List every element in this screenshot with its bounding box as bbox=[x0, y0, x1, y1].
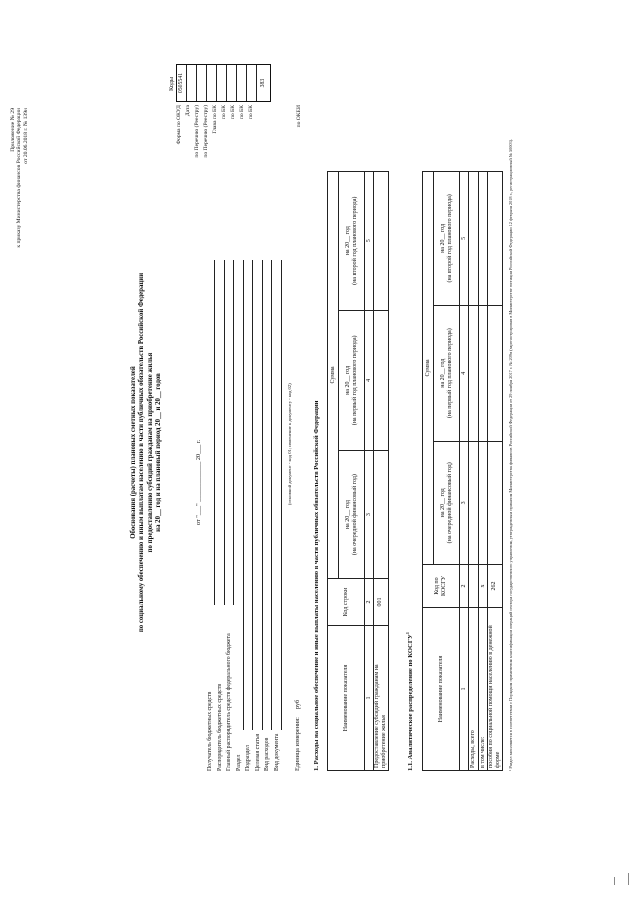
date-line: от "___" _____________ 20___ г. bbox=[195, 439, 202, 525]
fill-in-line bbox=[233, 260, 234, 605]
code-cell bbox=[237, 65, 247, 101]
t1-header-y2: на 20__ год (на первый год планового периода) bbox=[339, 310, 365, 451]
fill-in-line bbox=[214, 260, 215, 605]
t2-header-code: Код по КОСГУ bbox=[423, 565, 460, 608]
code-label: по БК bbox=[230, 105, 236, 120]
fill-in-line bbox=[224, 260, 225, 605]
code-label: Дата bbox=[185, 105, 191, 117]
table-row: в том числе: x bbox=[479, 172, 488, 771]
t1-header-y1: на 20__ год (на очередной финансовый год) bbox=[339, 451, 365, 579]
fill-in-line bbox=[271, 260, 272, 730]
t1-header-name: Наименование показателя bbox=[328, 626, 365, 771]
table-2 bbox=[422, 171, 503, 771]
table-1 bbox=[327, 171, 389, 771]
requisite-label: Целевая статья bbox=[254, 733, 261, 771]
code-label: по Перечню (Реестру) bbox=[194, 105, 200, 158]
code-cell bbox=[217, 65, 227, 101]
t1-header-sum: Сумма bbox=[328, 172, 339, 579]
scan-artifact bbox=[614, 877, 615, 885]
code-cell bbox=[207, 65, 217, 101]
t2-header-y1: на 20__ год (на очередной финансовый год) bbox=[434, 441, 460, 564]
code-cell bbox=[187, 65, 197, 101]
code-cell bbox=[247, 65, 257, 101]
t1-header-y3: на 20__ год (на второй год планового периода) bbox=[339, 172, 365, 311]
codes-table bbox=[176, 64, 271, 102]
appendix-order: к приказу Министерства финансов Российской Федерации bbox=[16, 108, 23, 248]
t2-number-row: 1 2 3 4 5 bbox=[460, 172, 469, 771]
unit-label: Единица измерения: bbox=[294, 717, 301, 771]
requisite-label: Подраздел bbox=[245, 745, 251, 771]
section-1-title: 1. Расходы на социальное обеспечение и иные выплаты населению в части публичных обязательств Российской Федерации bbox=[313, 400, 320, 771]
codes-header: Коды bbox=[168, 76, 175, 92]
requisite-label: Распорядитель бюджетных средств bbox=[216, 683, 223, 771]
code-label: по ОКЕИ bbox=[296, 105, 302, 128]
t2-header-name: Наименование показателя bbox=[423, 608, 460, 771]
unit-value: руб bbox=[294, 699, 301, 709]
appendix-number: Приложение № 29 bbox=[10, 108, 16, 152]
code-cell bbox=[227, 65, 237, 101]
requisite-label: Главный распорядитель средств федерального бюджета bbox=[226, 633, 232, 771]
code-label: по БК bbox=[221, 105, 227, 120]
requisite-label: Получатель бюджетных средств bbox=[207, 691, 213, 771]
appendix-block bbox=[10, 108, 29, 248]
code-cell: 0505541 bbox=[177, 65, 187, 101]
fill-in-line bbox=[281, 260, 282, 730]
code-label: по БК bbox=[239, 105, 245, 120]
fill-in-line bbox=[262, 260, 263, 730]
footnote: ¹ Раздел заполняется в соответствии с Порядком применения классификации операций сектора государственного управления, утвержденным приказом Министерства финансов Российской Федерации от 29 ноября 2017 г. № 209н (зарегистрирован в Министерстве юстиции Российской Федерации 12 февраля 2018 г., регистрационный № 50003). bbox=[508, 138, 513, 771]
document-title: Обоснования (расчеты) плановых сметных показателей по социальному обеспечению и иным выплатам населению в части публичных обязательств Российской Федерации по предоставлению субсидий гражданам на приобретение жилья на 20__ год и на плановый период 20__ и 20__ годов bbox=[130, 272, 163, 633]
table-row: пособия по социальной помощи населению в денежной форме 262 bbox=[488, 172, 503, 771]
table-row: Предоставление субсидий гражданам на приобретение жилья 001 bbox=[374, 172, 389, 771]
t1-header-code: Код строки bbox=[328, 579, 365, 626]
requisite-label: Раздел bbox=[235, 754, 242, 771]
section-1-1-title: 1.1. Аналитическое распределение по КОСГУ$^1$ bbox=[405, 632, 415, 771]
fill-in-line bbox=[243, 260, 244, 730]
fill-in-line bbox=[252, 260, 253, 730]
scan-artifact bbox=[628, 873, 629, 885]
doc-type-hint: (основной документ - код 01; изменение к документу - код 02) bbox=[287, 383, 292, 505]
t1-number-row: 1 2 3 4 5 bbox=[365, 172, 374, 771]
code-label: по Перечню (Реестру) bbox=[203, 105, 209, 158]
t2-header-y2: на 20__ год (на первый год планового периода) bbox=[434, 305, 460, 441]
code-cell: 383 bbox=[260, 78, 266, 88]
table-row: Расходы, всего bbox=[469, 172, 479, 771]
code-cell bbox=[197, 65, 207, 101]
t2-header-sum: Сумма bbox=[423, 172, 434, 565]
requisite-label: Вид документа bbox=[273, 733, 280, 771]
requisite-label: Вид расходов bbox=[264, 737, 270, 771]
code-label: Форма по ОКУД bbox=[176, 105, 182, 145]
code-label: Глава по БК bbox=[212, 105, 218, 134]
code-label: по БК bbox=[248, 105, 254, 120]
t2-header-y3: на 20__ год (на второй год планового периода) bbox=[434, 172, 460, 306]
appendix-date: от 20.06.2018 г. № 139н bbox=[22, 108, 29, 164]
